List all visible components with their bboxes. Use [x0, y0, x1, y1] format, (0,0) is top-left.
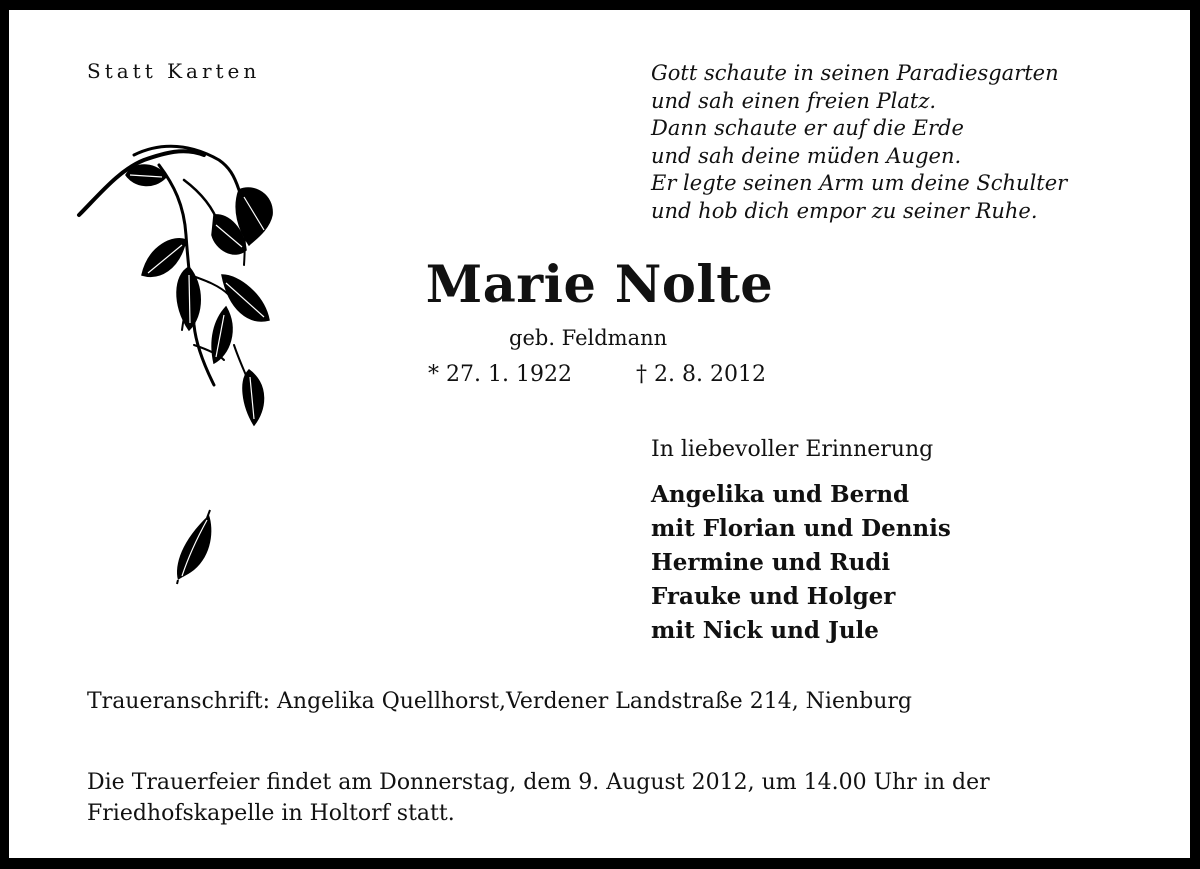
statt-karten-label: Statt Karten	[87, 59, 261, 83]
poem-line: und hob dich empor zu seiner Ruhe.	[651, 198, 1038, 223]
poem-line: Er legte seinen Arm um deine Schulter	[651, 171, 1068, 196]
birth-name: geb. Feldmann	[509, 326, 668, 350]
ceremony-line-2: Friedhofskapelle in Holtorf statt.	[87, 801, 455, 826]
ceremony-info	[87, 767, 1111, 829]
mourning-address: Traueranschrift: Angelika Quellhorst,Verdener Landstraße 214, Nienburg	[87, 689, 912, 714]
ceremony-line-1: Die Trauerfeier findet am Donnerstag, dem 9. August 2012, um 14.00 Uhr in der	[87, 770, 990, 795]
poem	[651, 60, 1067, 226]
death-date: † 2. 8. 2012	[636, 362, 766, 387]
mourner-line: Frauke und Holger	[651, 583, 896, 610]
poem-line: Dann schaute er auf die Erde	[651, 116, 964, 141]
mourner-line: Hermine und Rudi	[651, 549, 891, 576]
mourner-line: Angelika und Bernd	[651, 481, 910, 508]
memorial-intro: In liebevoller Erinnerung	[651, 437, 934, 462]
poem-line: Gott schaute in seinen Paradiesgarten	[651, 61, 1059, 85]
birth-date: * 27. 1. 1922	[428, 362, 572, 387]
mourners-list	[651, 478, 951, 648]
mourner-line: mit Florian und Dennis	[651, 515, 951, 542]
mourner-line: mit Nick und Jule	[651, 617, 879, 644]
poem-line: und sah einen freien Platz.	[651, 88, 937, 113]
falling-leaf-illustration	[174, 510, 219, 585]
poem-line: und sah deine müden Augen.	[651, 143, 962, 168]
deceased-name: Marie Nolte	[425, 255, 774, 315]
